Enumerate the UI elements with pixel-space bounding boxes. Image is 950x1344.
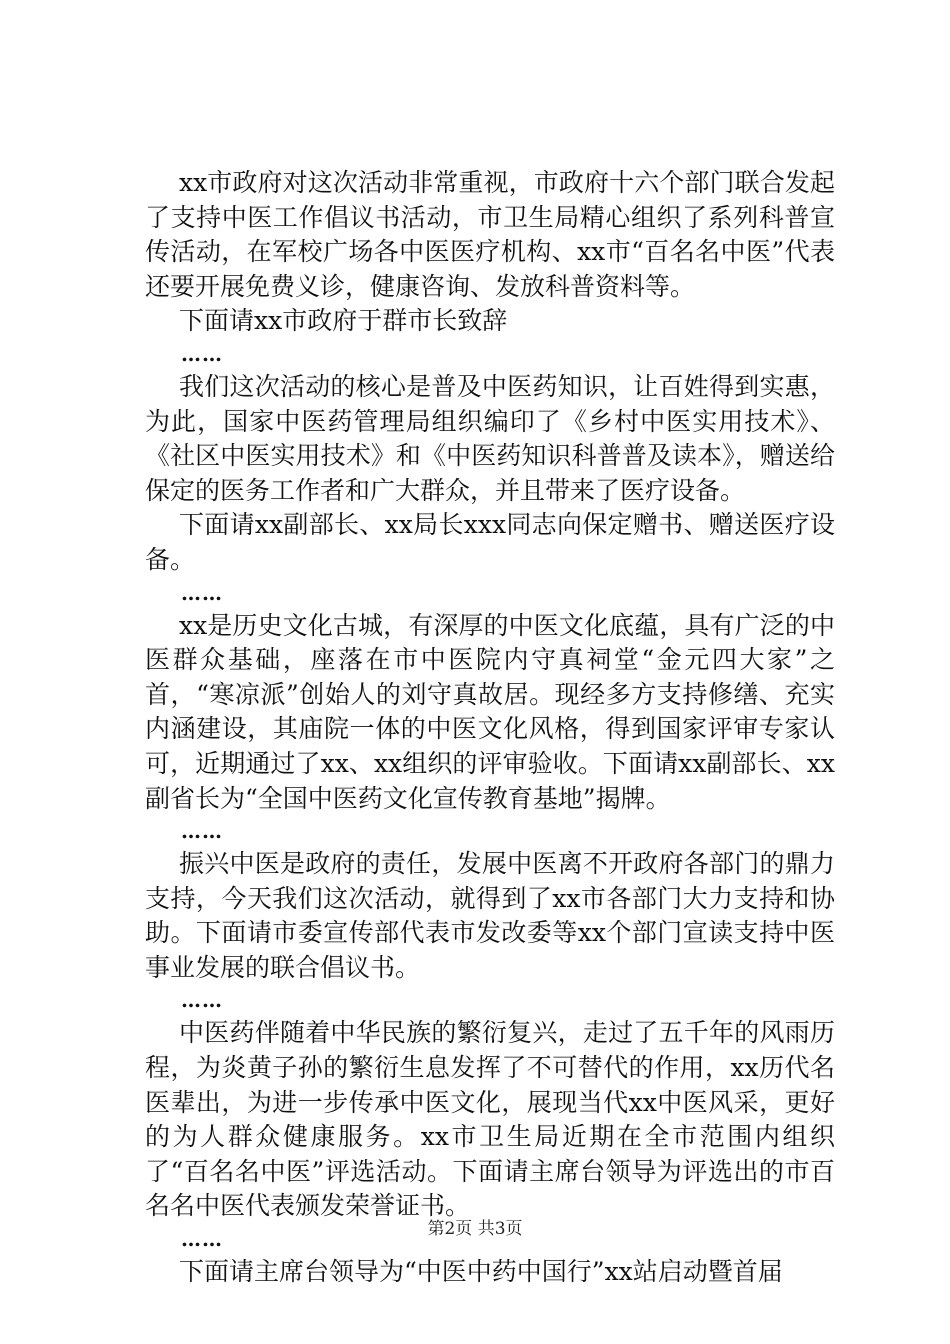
paragraph: 我们这次活动的核心是普及中医药知识，让百姓得到实惠，为此，国家中医药管理局组织编印了《乡村中医实用技术》、《社区中医实用技术》和《中医药知识科普普及读本》，赠送给保定的医务工作者和广大群众，并且带来了医疗设备。: [145, 371, 835, 505]
paragraph: 振兴中医是政府的责任，发展中医离不开政府各部门的鼎力支持，今天我们这次活动，就得到了xx市各部门大力支持和协助。下面请市委宣传部代表市发改委等xx个部门宣读支持中医事业发展的联合倡议书。: [145, 849, 835, 982]
paragraph: 中医药伴随着中华民族的繁衍复兴，走过了五千年的风雨历程，为炎黄子孙的繁衍生息发挥了不可替代的作用，xx历代名医辈出，为进一步传承中医文化，展现当代xx中医风采，更好的为人群众健康服务。xx市卫生局近期在全市范围内组织了“百名名中医”评选活动。下面请主席台领导为评选出的市百名名中医代表颁发荣誉证书。: [145, 1018, 835, 1221]
ellipsis-separator: ……: [181, 341, 223, 366]
document-body: [145, 166, 835, 1290]
ellipsis-separator: ……: [181, 819, 223, 844]
paragraph: 下面请主席台领导为“中医中药中国行”xx站启动暨首届: [179, 1257, 783, 1287]
paragraph: 下面请xx副部长、xx局长xxx同志向保定赠书、赠送医疗设备。: [145, 510, 835, 574]
paragraph: xx市政府对这次活动非常重视，市政府十六个部门联合发起了支持中医工作倡议书活动，市卫生局精心组织了系列科普宣传活动，在军校广场各中医医疗机构、xx市“百名名中医”代表还要开展免费义诊，健康咨询、发放科普资料等。: [145, 168, 835, 301]
page-number-footer: 第2页 共3页: [427, 1219, 523, 1239]
ellipsis-separator: ……: [181, 1227, 223, 1252]
ellipsis-separator: ……: [181, 580, 223, 605]
paragraph: xx是历史文化古城，有深厚的中医文化底蕴，具有广泛的中医群众基础，座落在市中医院内守真祠堂“金元四大家”之首，“寒凉派”创始人的刘守真故居。现经多方支持修缮、充实内涵建设，其庙院一体的中医文化风格，得到国家评审专家认可，近期通过了xx、xx组织的评审验收。下面请xx副部长、xx副省长为“全国中医药文化宣传教育基地”揭牌。: [145, 610, 835, 813]
ellipsis-separator: ……: [181, 988, 223, 1013]
paragraph: 下面请xx市政府于群市长致辞: [179, 306, 508, 336]
